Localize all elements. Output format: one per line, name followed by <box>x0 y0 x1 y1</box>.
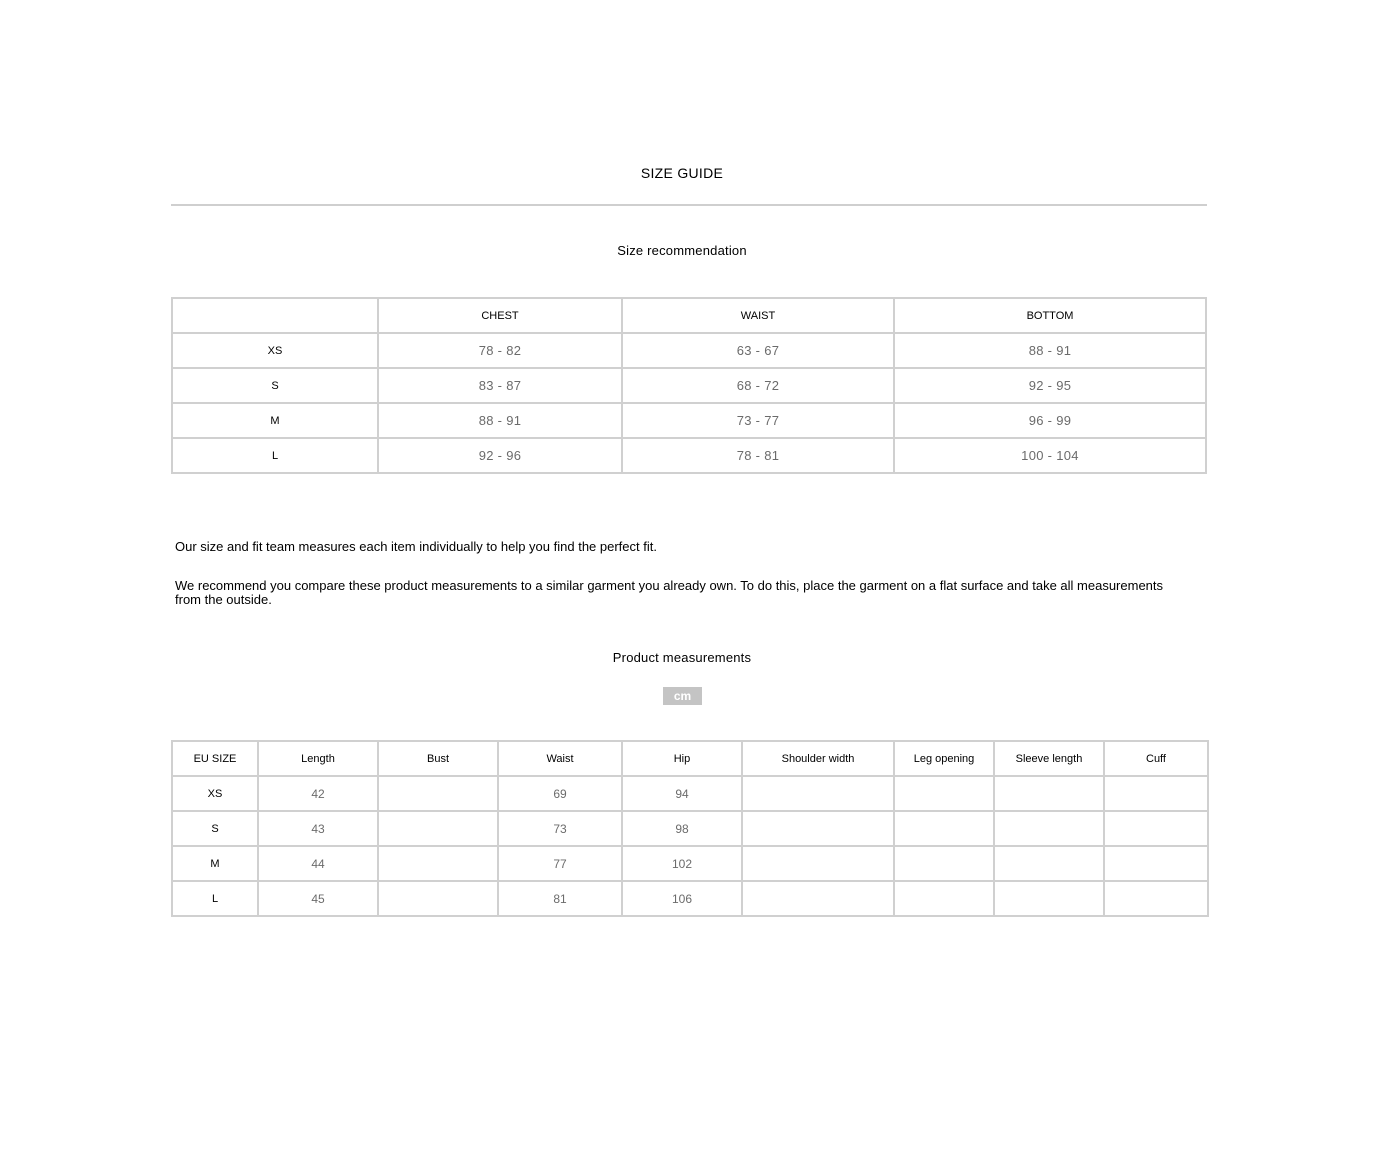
cuff-value <box>1104 811 1208 846</box>
leg-opening-value <box>894 881 994 916</box>
waist-value: 78 - 81 <box>622 438 894 473</box>
unit-toggle-cm[interactable]: cm <box>663 687 702 705</box>
header-bust: Bust <box>378 741 498 776</box>
table-row <box>172 776 1208 811</box>
length-value: 44 <box>258 846 378 881</box>
length-value: 43 <box>258 811 378 846</box>
page-title: SIZE GUIDE <box>640 165 724 181</box>
table-row <box>172 846 1208 881</box>
length-value: 45 <box>258 881 378 916</box>
leg-opening-value <box>894 811 994 846</box>
size-label: XS <box>172 776 258 811</box>
shoulder-value <box>742 881 894 916</box>
table-row <box>172 438 1206 473</box>
header-waist: Waist <box>498 741 622 776</box>
table-header-row <box>172 741 1208 776</box>
hip-value: 102 <box>622 846 742 881</box>
size-label: L <box>172 438 378 473</box>
sleeve-length-value <box>994 776 1104 811</box>
header-sleeve-length: Sleeve length <box>994 741 1104 776</box>
header-chest: CHEST <box>378 298 622 333</box>
waist-value: 68 - 72 <box>622 368 894 403</box>
waist-value: 77 <box>498 846 622 881</box>
size-label: M <box>172 846 258 881</box>
header-length: Length <box>258 741 378 776</box>
table-row <box>172 333 1206 368</box>
bust-value <box>378 846 498 881</box>
size-recommendation-table <box>171 297 1207 474</box>
shoulder-value <box>742 776 894 811</box>
size-recommendation-title: Size recommendation <box>617 243 747 258</box>
leg-opening-value <box>894 846 994 881</box>
waist-value: 81 <box>498 881 622 916</box>
waist-value: 69 <box>498 776 622 811</box>
size-label: S <box>172 368 378 403</box>
size-label: M <box>172 403 378 438</box>
header-eu-size: EU SIZE <box>172 741 258 776</box>
size-label: S <box>172 811 258 846</box>
bust-value <box>378 776 498 811</box>
size-label: XS <box>172 333 378 368</box>
table-header-row <box>172 298 1206 333</box>
header-leg-opening: Leg opening <box>894 741 994 776</box>
waist-value: 73 - 77 <box>622 403 894 438</box>
leg-opening-value <box>894 776 994 811</box>
title-divider <box>171 204 1207 206</box>
chest-value: 88 - 91 <box>378 403 622 438</box>
header-shoulder-width: Shoulder width <box>742 741 894 776</box>
length-value: 42 <box>258 776 378 811</box>
cuff-value <box>1104 846 1208 881</box>
table-row <box>172 403 1206 438</box>
table-row <box>172 881 1208 916</box>
sleeve-length-value <box>994 846 1104 881</box>
shoulder-value <box>742 846 894 881</box>
bottom-value: 96 - 99 <box>894 403 1206 438</box>
waist-value: 63 - 67 <box>622 333 894 368</box>
fit-info-text: Our size and fit team measures each item individually to help you find the perfect fit. <box>175 539 657 554</box>
bust-value <box>378 881 498 916</box>
chest-value: 83 - 87 <box>378 368 622 403</box>
hip-value: 106 <box>622 881 742 916</box>
sleeve-length-value <box>994 881 1104 916</box>
sleeve-length-value <box>994 811 1104 846</box>
bottom-value: 92 - 95 <box>894 368 1206 403</box>
header-size <box>172 298 378 333</box>
cuff-value <box>1104 776 1208 811</box>
size-label: L <box>172 881 258 916</box>
header-waist: WAIST <box>622 298 894 333</box>
table-row <box>172 811 1208 846</box>
shoulder-value <box>742 811 894 846</box>
bottom-value: 88 - 91 <box>894 333 1206 368</box>
hip-value: 98 <box>622 811 742 846</box>
product-measurements-title: Product measurements <box>612 650 752 665</box>
waist-value: 73 <box>498 811 622 846</box>
header-hip: Hip <box>622 741 742 776</box>
cuff-value <box>1104 881 1208 916</box>
header-cuff: Cuff <box>1104 741 1208 776</box>
hip-value: 94 <box>622 776 742 811</box>
chest-value: 92 - 96 <box>378 438 622 473</box>
bottom-value: 100 - 104 <box>894 438 1206 473</box>
bust-value <box>378 811 498 846</box>
product-measurements-table <box>171 740 1209 917</box>
table-row <box>172 368 1206 403</box>
header-bottom: BOTTOM <box>894 298 1206 333</box>
chest-value: 78 - 82 <box>378 333 622 368</box>
measure-instructions-text: We recommend you compare these product measurements to a similar garment you already own. To do this, place the garment on a flat surface and take all measurements from the outside. <box>175 578 1164 607</box>
